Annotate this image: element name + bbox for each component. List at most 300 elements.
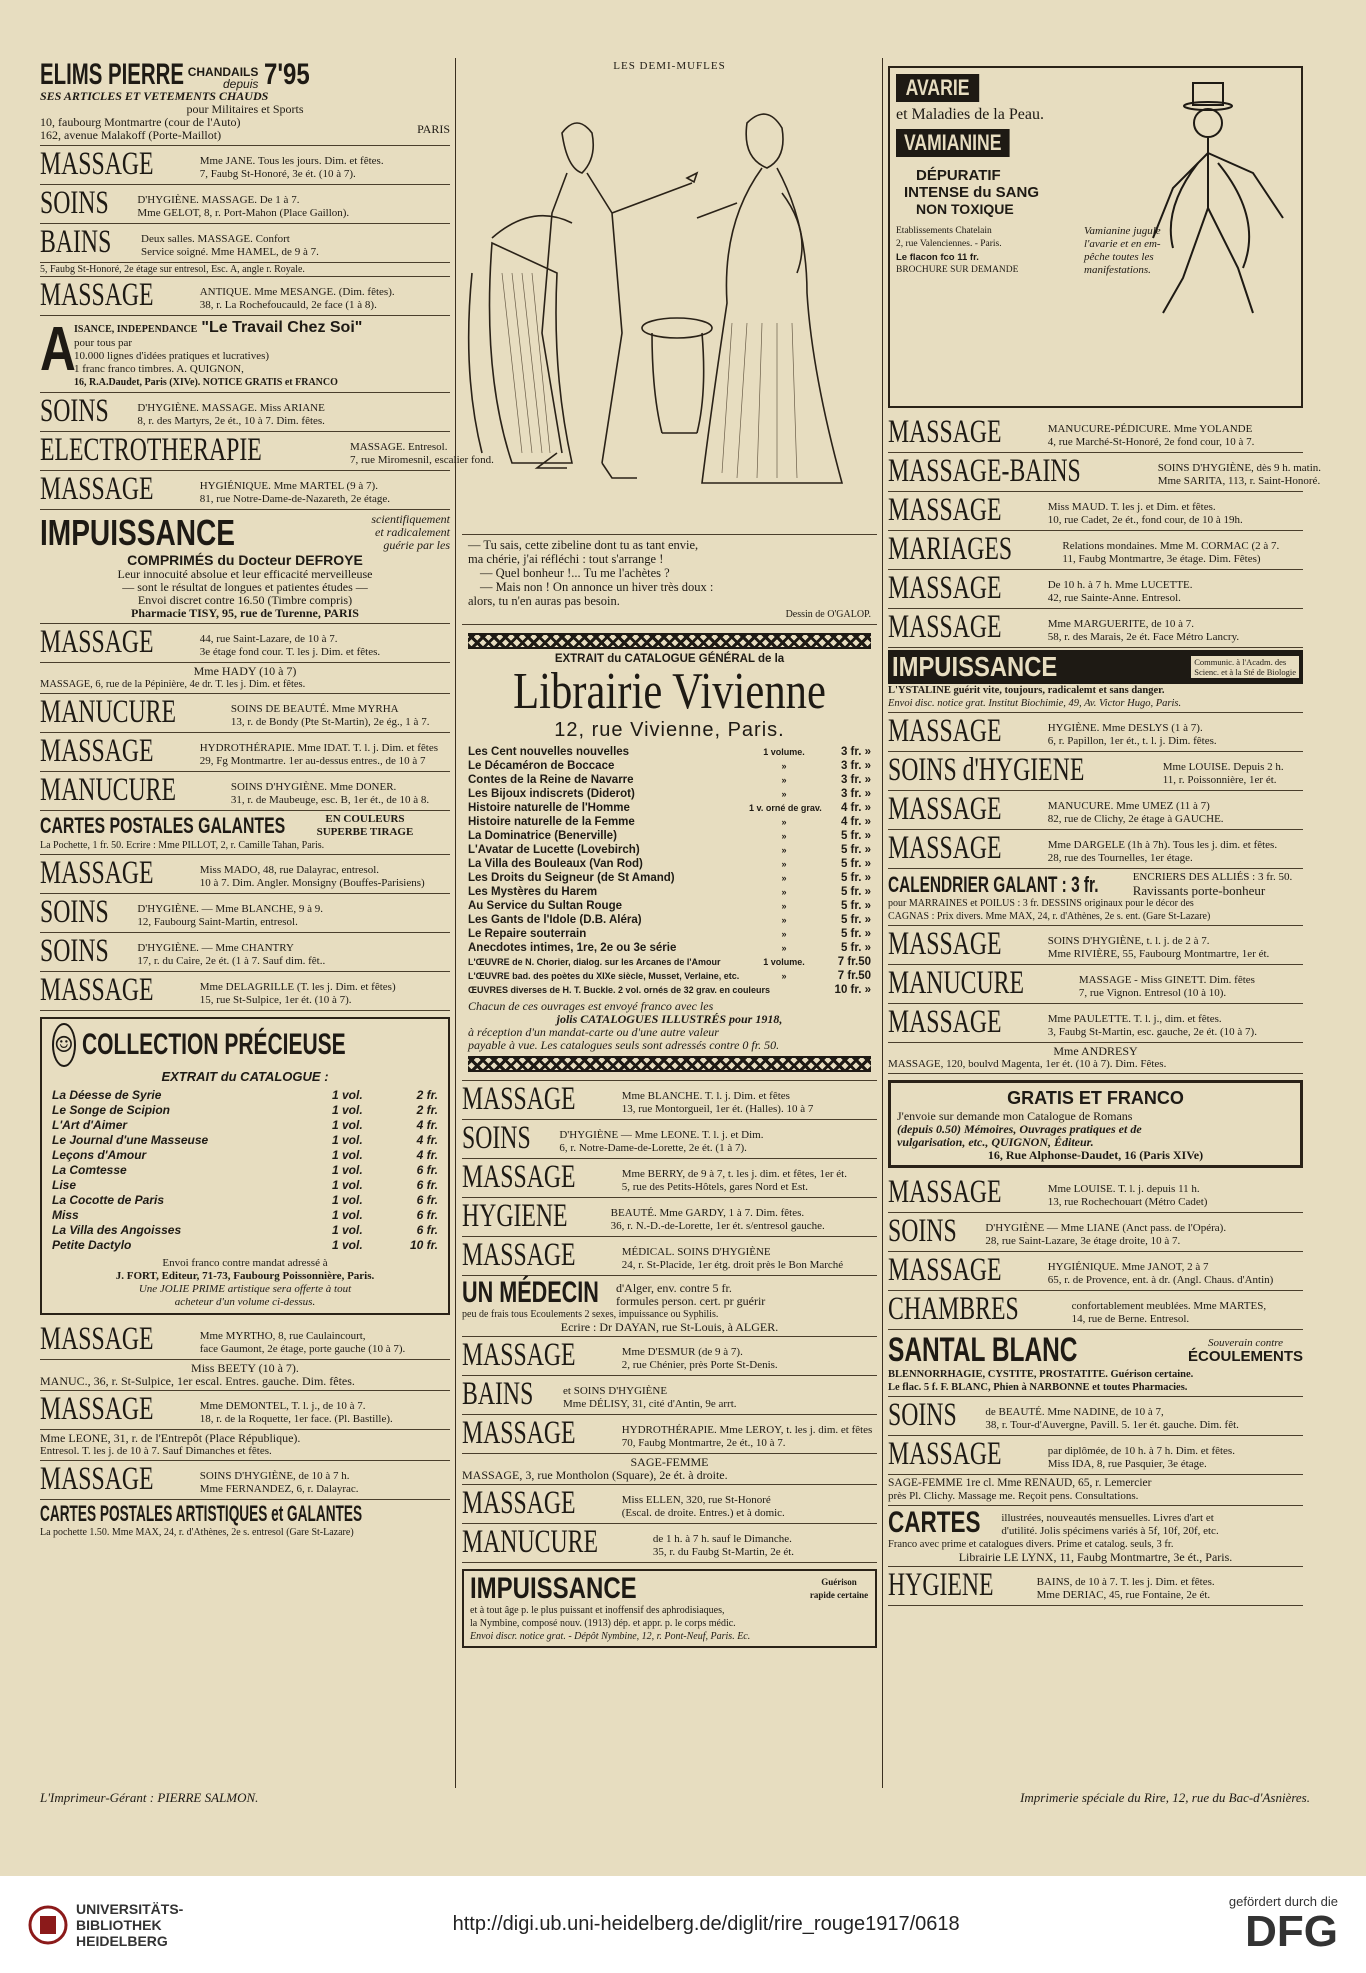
book-list-item [52,1133,438,1148]
catalog-list-item [468,759,871,773]
ad-leone [40,1430,450,1461]
ad-detail: 13, rue Montorgueil, 1er ét. (Halles). 10 à 7 [621,1103,814,1115]
classified-ad [462,1237,877,1276]
ad-heading: MASSAGE [462,1415,576,1451]
ad-heading: MASSAGE [888,570,1002,606]
ad-detail: BAINS, de 10 à 7. T. les j. Dim. et fêtes. [1036,1576,1215,1588]
decorative-border [468,633,871,649]
ad-line: Ravissants porte-bonheur [1132,883,1266,898]
catalog-list-item [468,773,871,787]
ad-detail: 15, rue St-Sulpice, 1er ét. (10 à 7). [199,994,352,1006]
ad-detail: D'HYGIÈNE. — Mme BLANCHE, 9 à 9. [137,903,323,915]
catalog-list-item [468,857,871,871]
column-rule [882,58,883,1788]
ad-line: et radicalement [375,525,450,539]
book-volumes: 1 vol. [332,1118,363,1132]
book-price: 5 fr. » [840,928,871,940]
catalog-title: Librairie Vivienne [513,663,826,720]
dfg-wordmark: DFG [1245,1907,1338,1956]
ad-line: et à tout âge p. le plus puissant et inoffensif des aphrodisiaques, [470,1605,725,1616]
ad-heading: MASSAGE [40,972,154,1008]
book-volumes [770,983,828,997]
classified-ad [888,926,1303,965]
ad-line: formules person. cert. pr guérir [616,1294,766,1308]
ad-line: manifestations. [1084,264,1151,276]
cartoon-drawing [462,73,877,523]
classified-ad [462,1415,877,1454]
classified-ad [40,1461,450,1500]
ad-line: 162, avenue Malakoff (Porte-Maillot) [40,128,222,142]
ad-detail: Mme LOUISE. T. l. j. depuis 11 h. [1047,1183,1200,1195]
book-price: 6 fr. [416,1223,438,1237]
ad-detail: 31, r. de Maubeuge, esc. B, 1er ét., de 10 à 8. [230,794,430,806]
book-volumes: » [781,971,787,981]
ad-heading: MASSAGE [888,926,1002,962]
classified-ad [462,1337,877,1376]
ad-sub: CHANDAILS [187,65,259,79]
book-title: Au Service du Sultan Rouge [468,900,622,912]
ad-heading: MASSAGE [888,791,1002,827]
ad-detail: Miss IDA, 8, rue Pasquier, 3e étage. [1047,1458,1207,1470]
ad-heading: MASSAGE [40,471,154,507]
ad-line: 10, faubourg Montmartre (cour de l'Auto) [40,115,241,129]
book-price: 4 fr. [416,1118,438,1132]
ad-detail: Mme DARGELE (1h à 7h). Tous les j. dim. et fêtes. [1047,839,1278,851]
book-price: 2 fr. [416,1103,438,1117]
classified-ad [40,146,450,185]
library-name-line: UNIVERSITÄTS- [76,1900,184,1917]
ad-line: Envoi discret contre 16.50 (Timbre compris) [137,593,353,607]
book-title: Histoire naturelle de l'Homme [468,802,630,814]
book-list-item [52,1118,438,1133]
ad-line: ÉCOULEMENTS [1187,1348,1303,1365]
ad-title: SANTAL BLANC [888,1331,1078,1369]
catalog-list-item [468,815,871,829]
column-rule [455,58,456,1788]
classified-ad [40,185,450,224]
ad-detail: 44, rue Saint-Lazare, de 10 à 7. [199,633,338,645]
classified-ad [40,277,450,316]
classified-ad [888,752,1303,791]
ad-cartes-postales [40,811,450,855]
ad-heading: MASSAGE [462,1159,576,1195]
digital-object-link[interactable]: http://digi.ub.uni-heidelberg.de/diglit/rire_rouge1917/0618 [452,1913,960,1935]
book-list-item [52,1178,438,1193]
ad-detail: 28, rue Saint-Lazare, 3e étage droite, 10 à 7. [985,1235,1181,1247]
book-price: 5 fr. » [840,914,871,926]
classified-ad [40,855,450,894]
ad-detail: 10 à 7. Dim. Angler. Monsigny (Bouffes-Parisiens) [199,877,425,889]
catalog-header: EXTRAIT du CATALOGUE GÉNÉRAL de la [554,653,785,665]
book-list-item [52,1193,438,1208]
ad-line: pour MARRAINES et POILUS : 3 fr. DESSINS originaux pour le décor des [888,898,1194,909]
classified-ad [40,694,450,733]
ad-detail: De 10 h. à 7 h. Mme LUCETTE. [1047,579,1193,591]
ad-detail: SOINS DE BEAUTÉ. Mme MYRHA [230,703,399,715]
classified-ad [888,531,1303,570]
ad-line: La Pochette, 1 fr. 50. Ecrire : Mme PILLOT, 2, r. Camille Tahan, Paris. [40,840,325,851]
ad-detail: Mme SARITA, 113, r. Saint-Honoré. [1157,475,1321,487]
ad-detail: HYDROTHÉRAPIE. Mme LEROY, t. les j. dim. et fêtes [621,1424,873,1436]
ad-heading: MASSAGE [40,624,154,660]
printer-manager: L'Imprimeur-Gérant : PIERRE SALMON. [40,1790,259,1805]
drawing-credit: Dessin de O'GALOP. [785,609,871,620]
ad-line: pour tous par [74,337,133,349]
ad-detail: MANUCURE-PÉDICURE. Mme YOLANDE [1047,423,1253,435]
ad-detail: Mme GELOT, 8, r. Port-Mahon (Place Gaillon). [137,207,350,219]
book-list [52,1088,438,1253]
catalog-list-item [468,745,871,759]
ad-heading: MARIAGES [888,531,1013,567]
ad-detail: 6, r. Papillon, 1er ét., t. l. j. Dim. fêtes. [1047,735,1217,747]
ad-detail: 2, rue Chénier, près Porte St-Denis. [621,1359,778,1371]
ad-line: l'avarie et en em- [1084,238,1161,250]
book-list-item [52,1208,438,1223]
classified-ad [888,414,1303,453]
ad-line: Chacun de ces ouvrages est envoyé franco avec les [468,999,714,1013]
ad-detail: Relations mondaines. Mme M. CORMAC (2 à 7. [1062,540,1280,552]
catalog-list-item [468,787,871,801]
book-volumes: 1 vol. [332,1163,363,1177]
classified-ad [888,791,1303,830]
ad-detail: Mme DELAGRILLE (T. les j. Dim. et fêtes) [199,981,396,993]
ad-detail: 11, r. Poissonnière, 1er ét. [1162,774,1277,786]
book-price: 4 fr. » [840,816,871,828]
classified-ad [888,492,1303,531]
book-title: L'Avatar de Lucette (Lovebirch) [468,844,640,856]
book-volumes: 1 v. orné de grav. [749,803,822,813]
ad-detail: 70, Faubg Montmartre, 2e ét., 10 à 7. [621,1437,786,1449]
ad-detail: 7, rue Vignon. Entresol (10 à 10). [1078,987,1227,999]
catalog-list-item [468,969,871,983]
ad-heading: ELECTROTHERAPIE [40,432,262,468]
ad-hady [40,663,450,694]
book-volumes: 1 volume. [763,747,805,757]
ad-heading: MASSAGE [462,1485,576,1521]
ad-line: d'utilité. Jolis spécimens variés à 5f, 10f, 20f, etc. [1001,1525,1219,1537]
ad-sub: depuis [223,77,259,91]
ad-line: MASSAGE, 3, rue Montholon (Square), 2e ét. à droite. [462,1468,728,1482]
book-title: Anecdotes intimes, 1re, 2e ou 3e série [468,942,677,954]
funded-by: gefördert durch die [1228,1894,1338,1909]
catalog-list-item [468,885,871,899]
book-price: 5 fr. » [840,900,871,912]
ad-detail: HYGIÈNE. Mme DESLYS (1 à 7). [1047,722,1203,734]
cartoon-caption [462,535,877,625]
ad-line: Entresol. T. les j. de 10 à 7. Sauf Dimanches et fêtes. [40,1445,272,1457]
ad-line: pêche toutes les [1084,251,1154,263]
catalog-list-item [468,801,871,815]
book-list-item [52,1223,438,1238]
ad-line: Guérison rapide certaine [809,1577,869,1600]
decorative-border [468,1056,871,1072]
skeleton-figure-icon [1143,78,1293,318]
caption-line: alors, tu n'en auras pas besoin. [468,594,620,608]
ad-detail: (Escal. de droite. Entres.) et à domic. [621,1507,785,1519]
ad-line: L'YSTALINE guérit vite, toujours, radicalemt et sans danger. [888,685,1165,696]
book-volumes: 1 vol. [332,1223,363,1237]
ad-travail-chez-soi [40,316,450,393]
classified-ad [888,1436,1303,1475]
ad-detail: 13, rue Rochechouart (Métro Cadet) [1047,1196,1208,1208]
book-price: 5 fr. » [840,886,871,898]
ad-heading: CHAMBRES [888,1291,1019,1327]
ad-detail: 14, rue de Berne. Entresol. [1071,1313,1190,1325]
ad-detail: HYGIÉNIQUE. Mme JANOT, 2 à 7 [1047,1261,1209,1273]
ad-detail: 12, Faubourg Saint-Martin, entresol. [137,916,298,928]
ad-line: CAGNAS : Prix divers. Mme MAX, 24, r. d'Athènes, 2e s. ent. (Gare St-Lazare) [888,911,1211,922]
ad-detail: Mme DEMONTEL, T. l. j., de 10 à 7. [199,1400,366,1412]
ad-heading: MANUCURE [888,965,1024,1001]
classified-ad [462,1120,877,1159]
ad-line: 5, Faubg St-Honoré, 2e étage sur entresol, Esc. A, angle r. Royale. [40,263,450,277]
ad-line: J. FORT, Editeur, 71-73, Faubourg Poissonnière, Paris. [115,1270,375,1282]
ad-detail: Mme FERNANDEZ, 6, r. Dalayrac. [199,1483,359,1495]
ad-city: PARIS [417,121,450,136]
ad-line: Etablissements Chatelain [896,226,992,236]
ad-detail: et SOINS D'HYGIÈNE [563,1385,668,1397]
book-volumes: » [781,761,787,771]
ad-line: BLENNORRHAGIE, CYSTITE, PROSTATITE. Guérison certaine. [888,1369,1194,1380]
ad-elims-pierre [40,60,450,146]
book-title: La Dominatrice (Benerville) [468,830,617,842]
column-left [40,58,494,1782]
catalog-list-item [468,913,871,927]
ad-line: Mme ANDRESY [1053,1044,1138,1058]
catalog-list-item [468,941,871,955]
ad-title: CARTES POSTALES ARTISTIQUES et GALANTES [40,1501,363,1526]
ad-line: Franco avec prime et catalogues divers. Prime et catalog. seuls, 3 fr. [888,1539,1174,1550]
ad-detail: HYGIÉNIQUE. Mme MARTEL (9 à 7). [199,480,378,492]
ad-heading: MASSAGE [888,713,1002,749]
classified-ad [462,1376,877,1415]
book-volumes: » [781,775,787,785]
ad-line: peu de frais tous Ecoulements 2 sexes, impuissance ou Syphilis. [462,1309,719,1320]
book-title: Les Bijoux indiscrets (Diderot) [468,788,635,800]
ad-title: IMPUISSANCE [40,511,236,553]
ad-line: EN COULEURS [325,813,405,825]
ad-detail: D'HYGIÈNE. MASSAGE. De 1 à 7. [137,194,300,206]
ad-detail: 13, r. de Bondy (Pte St-Martin), 2e ég., 1 à 7. [230,716,430,728]
book-volumes: » [781,915,787,925]
book-list-item [52,1088,438,1103]
ad-heading: HYGIENE [888,1567,994,1603]
ad-detail: Mme LOUISE. Depuis 2 h. [1162,761,1284,773]
ad-detail: 35, r. du Faubg St-Martin, 2e ét. [652,1546,795,1558]
ad-detail: 11, Faubg Montmartre, 3e étage. Dim. Fêtes) [1062,553,1261,565]
classified-ad [888,570,1303,609]
ad-detail: 65, r. de Provence, ent. à dr. (Angl. Chaus. d'Antin) [1047,1274,1274,1286]
book-price: 2 fr. [416,1088,438,1102]
ad-line: 2, rue Valenciennes. - Paris. [896,239,1002,249]
ad-line: DÉPURATIF [916,167,1001,184]
ad-line: payable à vue. Les catalogues seuls sont adressés contre 0 fr. 50. [468,1038,780,1052]
ad-heading: SOINS d'HYGIENE [888,752,1085,788]
ad-title: IMPUISSANCE [470,1572,637,1605]
ad-title: COLLECTION PRÉCIEUSE [81,1028,346,1061]
classified-ad [40,772,450,811]
ad-heading: MASSAGE [40,855,154,891]
book-volumes: » [781,789,787,799]
ad-title: ELIMS PIERRE [40,58,184,91]
caption-line: — Tu sais, cette zibeline dont tu as tant envie, [468,538,699,552]
book-volumes: 1 vol. [332,1103,363,1117]
classified-ad [888,830,1303,869]
book-volumes: 1 vol. [332,1193,363,1207]
ad-impuissance-defroye [40,510,450,624]
ad-detail: 3, Faubg St-Martin, esc. gauche, 2e ét. (10 à 7). [1047,1026,1257,1038]
ad-detail: SOINS D'HYGIÈNE, dès 9 h. matin. [1157,462,1322,474]
library-name-line: HEIDELBERG [76,1932,168,1949]
ad-detail: D'HYGIÈNE. — Mme CHANTRY [137,942,294,954]
ad-line: à réception d'un mandat-carte ou d'une autre valeur [468,1025,719,1039]
ad-heading: MANUCURE [40,772,176,808]
ad-detail: MASSAGE - Miss GINETT. Dim. fêtes [1078,974,1255,986]
ad-detail: ANTIQUE. Mme MESANGE. (Dim. fêtes). [199,286,395,298]
ad-detail: Miss MAUD. T. les j. et Dim. et fêtes. [1047,501,1216,513]
ad-detail: 10, rue Cadet, 2e ét., fond cour, de 10 à 19h. [1047,514,1243,526]
book-title: L'Art d'Aimer [52,1118,128,1132]
book-volumes: » [781,929,787,939]
ad-line: Communic. à l'Acadm. des [1194,657,1287,667]
catalog-list-item [468,983,871,997]
book-title: Le Repaire souterrain [468,928,587,940]
classified-ad [462,1159,877,1198]
ad-gratis-franco [888,1080,1303,1168]
book-volumes: » [781,943,787,953]
ad-heading: SOINS [40,393,109,429]
ad-heading: MASSAGE [40,1391,154,1427]
ad-heading: MASSAGE [888,609,1002,645]
book-volumes: » [781,817,787,827]
book-price: 6 fr. [416,1208,438,1222]
ad-santal-blanc [888,1330,1303,1397]
ad-heading: MANUCURE [462,1524,598,1560]
classified-ad [40,432,494,471]
ad-detail: BEAUTÉ. Mme GARDY, 1 à 7. Dim. fêtes. [610,1207,805,1219]
catalog-list [468,745,871,997]
ad-heading: MASSAGE [888,1174,1002,1210]
ad-line: la Nymbine, composé nouv. (1913) dép. et appr. p. le corps médic. [470,1618,736,1629]
book-volumes: 1 vol. [332,1208,363,1222]
classified-ad [888,965,1303,1004]
ad-heading: MASSAGE [40,277,154,313]
ad-detail: Mme D'ESMUR (de 9 à 7). [621,1346,743,1358]
book-title: Contes de la Reine de Navarre [468,774,634,786]
ad-calendrier-galant [888,869,1303,926]
ad-detail: 18, r. de la Roquette, 1er face. (Pl. Bastille). [199,1413,393,1425]
book-price: 7 fr.50 [837,956,871,968]
ad-detail: confortablement meublées. Mme MARTES, [1071,1300,1267,1312]
caption-line: — Mais non ! On annonce un hiver très doux : [480,580,714,594]
ad-librairie-vivienne [462,625,877,1081]
book-title: L'ŒUVRE bad. des poètes du XIXe siècle, Musset, Verlaine, etc. [468,971,740,981]
imprint-line [40,1790,1310,1806]
ad-price: 7'95 [264,58,311,91]
cartoon-illustration [462,60,877,535]
book-volumes: » [781,887,787,897]
ad-andresy [888,1043,1303,1074]
ad-detail: 6, r. Notre-Dame-de-Lorette, 2e ét. (1 à 7). [559,1142,747,1154]
ad-detail: Deux salles. MASSAGE. Confort [141,233,290,245]
catalog-list-item [468,829,871,843]
ad-heading: MASSAGE [888,830,1002,866]
ad-subtitle: EXTRAIT du CATALOGUE : [161,1069,329,1084]
ad-line: Scienc. et à la Sté de Biologie [1194,667,1296,677]
ad-detail: Mme MARGUERITE, de 10 à 7. [1047,618,1195,630]
classified-ad [462,1524,877,1563]
ad-beety [40,1360,450,1391]
ad-line: SES ARTICLES ET VETEMENTS CHAUDS [40,89,269,103]
ad-detail: 4, rue Marché-St-Honoré, 2e fond cour, 10 à 7. [1047,436,1255,448]
ad-heading: BAINS [462,1376,534,1412]
ad-line: jolis CATALOGUES ILLUSTRÉS pour 1918, [556,1012,783,1026]
book-title: La Comtesse [52,1163,127,1177]
ad-detail: Mme DÉLISY, 31, cité d'Antin, 9e arrt. [563,1398,737,1410]
ad-heading: MASSAGE [40,146,154,182]
ad-detail: HYDROTHÉRAPIE. Mme IDAT. T. l. j. Dim. et fêtes [199,742,439,754]
book-price: 10 fr. [409,1238,438,1252]
book-price: 5 fr. » [840,872,871,884]
ad-impuissance-ystaline [888,648,1303,713]
ad-line: Miss BEETY (10 à 7). [191,1361,299,1375]
classified-ad [888,1213,1303,1252]
book-volumes: 1 vol. [332,1178,363,1192]
book-title: Le Décaméron de Boccace [468,760,615,772]
ad-detail: SOINS D'HYGIÈNE. Mme DONER. [230,781,397,793]
ad-detail: 81, rue Notre-Dame-de-Nazareth, 2e étage. [199,493,390,505]
ad-line: ENCRIERS DES ALLIÉS : 3 fr. 50. [1132,871,1293,883]
book-title: La Déesse de Syrie [52,1088,162,1102]
book-price: 5 fr. » [840,844,871,856]
ad-sage-femme-renaud [888,1475,1303,1506]
book-title: Les Droits du Seigneur (de St Amand) [468,872,675,884]
ad-detail: Mme PAULETTE. T. l. j., dim. et fêtes. [1047,1013,1222,1025]
ad-impuissance-nymbine [462,1569,877,1648]
book-title: L'ŒUVRE de N. Chorier, dialog. sur les Arcanes de l'Amour [468,957,721,967]
ad-heading: MASSAGE [40,1321,154,1357]
classified-ad [888,1397,1303,1436]
book-title: ŒUVRES diverses de H. T. Buckle. 2 vol. ornés de 32 grav. en couleurs [468,985,770,995]
book-price: 3 fr. » [840,774,871,786]
classified-ad [888,1174,1303,1213]
ad-line: La pochette 1.50. Mme MAX, 24, r. d'Athènes, 2e s. entresol (Gare St-Lazare) [40,1527,354,1538]
ad-line: Le flacon fco 11 fr. [896,252,979,263]
classified-ad [888,1291,1303,1330]
classified-ad [888,1004,1303,1043]
drop-cap: A [40,315,76,384]
ad-line: Leur innocuité absolue et leur efficacité merveilleuse [117,567,373,581]
book-price: 3 fr. » [840,746,871,758]
ad-line: BROCHURE SUR DEMANDE [896,265,1019,275]
portrait-icon: ☺ [52,1023,76,1067]
book-volumes: » [781,873,787,883]
ad-detail: 7, Faubg St-Honoré, 3e ét. (10 à 7). [199,168,356,180]
ad-heading: MASSAGE [888,1436,1002,1472]
ad-heading: MASSAGE [888,1252,1002,1288]
ad-cartes-lynx [888,1506,1303,1567]
ad-line: ISANCE, INDEPENDANCE [74,324,198,335]
ad-line: Envoi disc. notice grat. Institut Biochimie, 49, Av. Victor Hugo, Paris. [888,698,1182,709]
book-title: Les Gants de l'Idole (D.B. Aléra) [468,914,642,926]
ad-line: Ecrire : Dr DAYAN, rue St-Louis, à ALGER. [560,1320,779,1334]
ad-line: — sont le résultat de longues et patientes études — [122,580,368,594]
ad-line: Envoi discr. notice grat. - Dépôt Nymbine, 12, r. Pont-Neuf, Paris. Ec. [470,1631,751,1642]
ad-heading: SOINS [888,1213,957,1249]
book-price: 4 fr. [416,1148,438,1162]
brand-name: VAMIANINE [896,129,1009,157]
ad-detail: 3e étage fond cour. T. les j. Dim. et fêtes. [199,646,381,658]
